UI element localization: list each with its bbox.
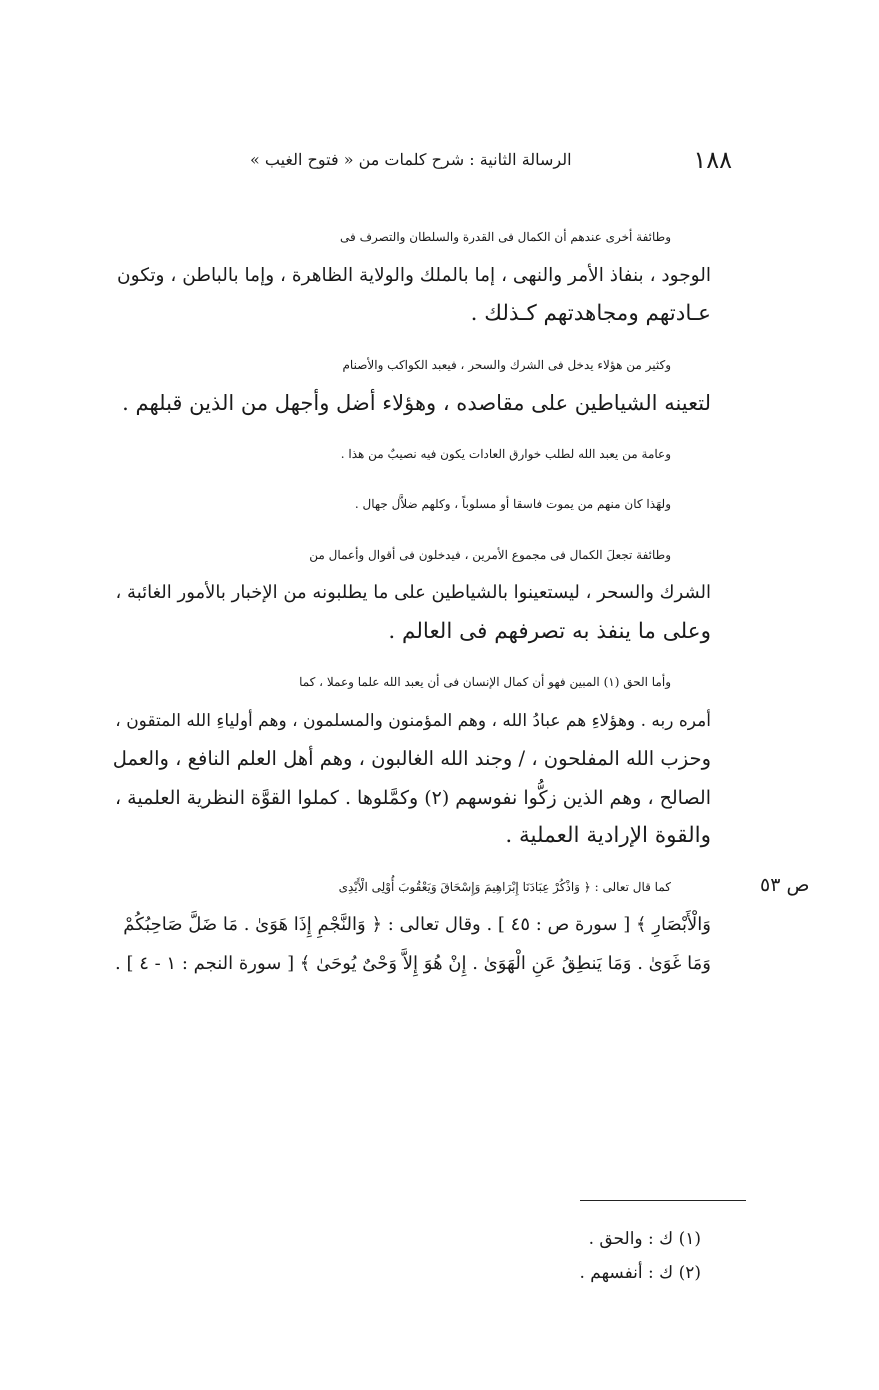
text-line: الوجود ، بنفاذ الأمر والنهى ، إما بالملك والولاية الظاهرة ، وإما بالباطن ، وتكون xyxy=(117,264,711,286)
text-line: والقوة الإرادية العملية . xyxy=(505,823,711,848)
text-line: أمره ربه . وهؤلاءِ هم عبادُ الله ، وهم المؤمنون والمسلمون ، وهم أولياءِ الله المتقون ، xyxy=(115,710,711,731)
footnote: (١) ك : والحق . xyxy=(588,1229,701,1249)
text-line: وطائفة تجعلَ الكمال فى مجموع الأمرين ، فيدخلون فى أقوال وأعمال من xyxy=(309,547,671,562)
text-line: وأما الحق (١) المبين فهو أن كمال الإنسان فى أن يعبد الله علما وعملا ، كما xyxy=(299,675,671,689)
paragraph xyxy=(111,536,751,652)
footnotes xyxy=(579,1222,701,1290)
running-title: الرسالة الثانية : شرح كلمات من « فتوح الغيب » xyxy=(250,150,572,169)
page-number: ١٨٨ xyxy=(693,146,732,174)
text-line: وطائفة أخرى عندهم أن الكمال فى القدرة والسلطان والتصرف فى xyxy=(340,230,671,244)
page-header xyxy=(250,146,740,176)
paragraph xyxy=(111,346,751,423)
text-line: عـادتهم ومجاهدتهم كـذلك . xyxy=(470,301,711,326)
paragraph xyxy=(111,218,751,334)
text-line: الصالح ، وهم الذين زكُّوا نفوسهم (٢) وكمَّلوها . كملوا القوَّة النظرية العلمية ، xyxy=(115,786,711,809)
text-line: وعامة من يعبد الله لطلب خوارق العادات يكون فيه نصيبٌ من هذا . xyxy=(340,446,671,461)
main-text xyxy=(111,218,751,995)
text-line: كما قال تعالى : ﴿ وَاذْكُرْ عِبَادَنَا إِبْرَاهِيمَ وَإِسْحَاقَ وَيَعْقُوبَ أُوْلِى الْأَيْدِى xyxy=(338,879,671,894)
paragraph xyxy=(111,435,751,474)
text-line: وَمَا غَوَىٰ . وَمَا يَنطِقُ عَنِ الْهَوَىٰ . إِنْ هُوَ إِلاَّ وَحْىٌ يُوحَىٰ ﴾ [ سورة النجم : ١ - ٤ ] . xyxy=(115,952,711,974)
paragraph xyxy=(111,663,751,856)
text-line: وَالْأَبْصَارِ ﴾ [ سورة ص : ٤٥ ] . وقال تعالى : ﴿ وَالنَّجْمِ إِذَا هَوَىٰ . مَا ضَلَّ صَاحِبُكُمْ xyxy=(123,914,711,935)
paragraph xyxy=(111,868,751,984)
text-line: ولهَذا كان منهم من يموت فاسقا أو مسلوباً ، وكلهم ضلاَّل جهال . xyxy=(354,497,671,511)
text-line: وحزب الله المفلحون ، / وجند الله الغالبون ، وهم أهل العلم النافع ، والعمل xyxy=(112,747,711,770)
text-line: الشرك والسحر ، ليستعينوا بالشياطين على ما يطلبونه من الإخبار بالأمور الغائبة ، xyxy=(115,582,711,603)
text-line: وعلى ما ينفذ به تصرفهم فى العالم . xyxy=(388,618,711,644)
margin-page-reference: ص ٥٣ xyxy=(760,874,810,896)
footnote-divider xyxy=(580,1200,746,1201)
text-line: وكثير من هؤلاء يدخل فى الشرك والسحر ، فيعبد الكواكب والأصنام xyxy=(342,357,671,372)
paragraph xyxy=(111,485,751,524)
footnote: (٢) ك : أنفسهم . xyxy=(579,1263,701,1283)
text-line: لتعينه الشياطين على مقاصده ، وهؤلاء أضل وأجهل من الذين قبلهم . xyxy=(122,391,711,415)
